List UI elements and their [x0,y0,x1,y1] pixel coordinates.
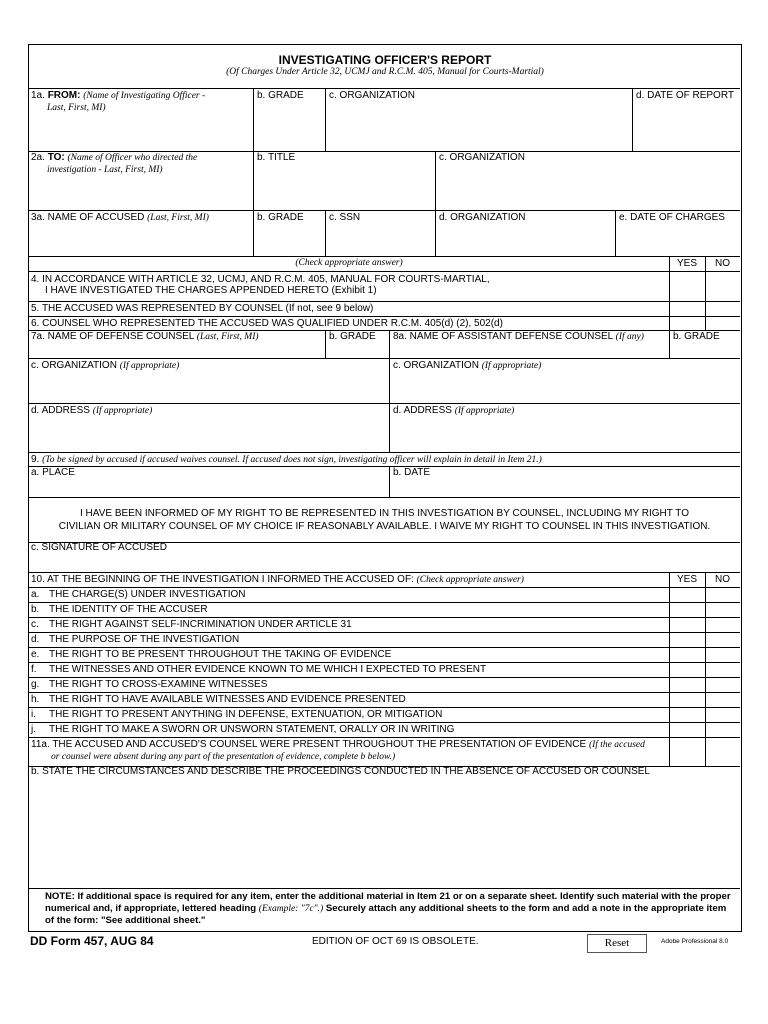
rights-item-yes-box[interactable] [669,603,705,617]
directing-organization-field[interactable]: c. ORGANIZATION [439,152,525,163]
ssn-field[interactable]: c. SSN [329,212,361,223]
rights-item-yes-box[interactable] [669,663,705,677]
rights-item-letter: a. [31,589,40,600]
form-number: DD Form 457, AUG 84 [30,934,154,948]
rule [435,151,436,256]
item-4: 4. IN ACCORDANCE WITH ARTICLE 32, UCMJ, AND R.C.M. 405, MANUAL FOR COURTS-MARTIAL, I HAVE INVESTIGATED THE CHARGES APPENDED HERETO (Exhibit 1) [31,274,490,296]
place-field[interactable]: a. PLACE [31,467,75,478]
form-title: INVESTIGATING OFFICER'S REPORT [278,53,492,67]
rights-item-no-box[interactable] [705,708,740,722]
edition-notice: EDITION OF OCT 69 IS OBSOLETE. [312,936,479,947]
rights-item-yes-box[interactable] [669,633,705,647]
rule [325,330,326,358]
rule [29,888,740,889]
rights-item-letter: h. [31,694,40,705]
date-field[interactable]: b. DATE [393,467,431,478]
rights-item-letter: d. [31,634,40,645]
item-4-no-box[interactable] [705,272,740,301]
defense-counsel-grade-field[interactable]: b. GRADE [329,331,376,342]
rights-item-letter: f. [31,664,37,675]
rights-item-yes-box[interactable] [669,588,705,602]
defense-counsel-organization-field[interactable]: c. ORGANIZATION (If appropriate) [31,360,180,371]
item-11a: 11a. THE ACCUSED AND ACCUSED'S COUNSEL WERE PRESENT THROUGHOUT THE PRESENTATION OF EVIDENCE (If the accused or counsel were absent during any part of the presentation of evidence, complete b below.) [31,739,645,762]
no-header: NO [715,574,730,585]
rule [389,466,390,497]
rights-item-text: THE RIGHT AGAINST SELF-INCRIMINATION UNDER ARTICLE 31 [49,619,352,630]
assistant-counsel-grade-field[interactable]: b. GRADE [673,331,720,342]
rights-item-letter: i. [31,709,36,720]
rights-item-text: THE PURPOSE OF THE INVESTIGATION [49,634,240,645]
item-5-no-box[interactable] [705,302,740,316]
rights-item-letter: j. [31,724,36,735]
form-subtitle: (Of Charges Under Article 32, UCMJ and R.C.M. 405, Manual for Courts-Martial) [226,67,544,77]
item-11a-no-box[interactable] [705,738,740,766]
date-of-report-field[interactable]: d. DATE OF REPORT [636,90,734,101]
rights-item-no-box[interactable] [705,603,740,617]
rights-item-text: THE RIGHT TO MAKE A SWORN OR UNSWORN STATEMENT, ORALLY OR IN WRITING [49,724,455,735]
rights-item-text: THE IDENTITY OF THE ACCUSER [49,604,208,615]
item-5: 5. THE ACCUSED WAS REPRESENTED BY COUNSEL (If not, see 9 below) [31,303,374,314]
rights-item-text: THE RIGHT TO CROSS-EXAMINE WITNESSES [49,679,268,690]
rule [325,88,326,151]
rights-item-no-box[interactable] [705,618,740,632]
rule [389,330,390,452]
item-6-no-box[interactable] [705,317,740,330]
counsel-waiver-statement: I HAVE BEEN INFORMED OF MY RIGHT TO BE REPRESENTED IN THIS INVESTIGATION BY COUNSEL, INCLUDING MY RIGHT TO CIVILIAN OR MILITARY COUNSEL OF MY CHOICE IF REASONABLY AVAILABLE. I WAIVE MY RIGHT TO COUNSEL IN THIS INVESTIGATION. [58,508,711,532]
rights-item-no-box[interactable] [705,648,740,662]
item-10: 10. AT THE BEGINNING OF THE INVESTIGATION I INFORMED THE ACCUSED OF: (Check appropriate answer) [31,574,524,585]
reset-button[interactable]: Reset [587,934,647,953]
item-6: 6. COUNSEL WHO REPRESENTED THE ACCUSED WAS QUALIFIED UNDER R.C.M. 405(d) (2), 502(d) [31,318,503,329]
rights-item-no-box[interactable] [705,693,740,707]
rights-item-yes-box[interactable] [669,648,705,662]
item-11a-yes-box[interactable] [669,738,705,766]
item-9: 9. (To be signed by accused if accused waives counsel. If accused does not sign, investigating officer will explain in detail in Item 21.) [31,454,542,465]
assistant-counsel-organization-field[interactable]: c. ORGANIZATION (If appropriate) [393,360,542,371]
investigating-officer-report-form [28,44,742,932]
yes-header: YES [676,574,697,585]
rule [615,210,616,256]
rights-item-no-box[interactable] [705,678,740,692]
rights-item-text: THE RIGHT TO PRESENT ANYTHING IN DEFENSE, EXTENUATION, OR MITIGATION [49,709,443,720]
date-of-charges-field[interactable]: e. DATE OF CHARGES [619,212,725,223]
rights-item-yes-box[interactable] [669,708,705,722]
rights-item-letter: b. [31,604,40,615]
rule [632,88,633,151]
name-of-accused-field[interactable]: 3a. NAME OF ACCUSED (Last, First, MI) [31,212,209,223]
assistant-counsel-address-field[interactable]: d. ADDRESS (If appropriate) [393,405,515,416]
rights-item-text: THE CHARGE(S) UNDER INVESTIGATION [49,589,246,600]
rights-item-no-box[interactable] [705,633,740,647]
check-hint: (Check appropriate answer) [295,258,403,268]
accused-grade-field[interactable]: b. GRADE [257,212,304,223]
rule [325,210,326,256]
rights-item-yes-box[interactable] [669,723,705,737]
no-header: NO [715,258,730,269]
rights-item-yes-box[interactable] [669,618,705,632]
rule [253,88,254,256]
rights-item-yes-box[interactable] [669,693,705,707]
item-11b-field[interactable]: b. STATE THE CIRCUMSTANCES AND DESCRIBE THE PROCEEDINGS CONDUCTED IN THE ABSENCE OF ACCUSED OR COUNSEL [31,766,650,777]
rights-item-no-box[interactable] [705,663,740,677]
item-5-yes-box[interactable] [669,302,705,316]
rights-item-letter: c. [31,619,39,630]
rule [29,497,740,498]
rights-item-letter: g. [31,679,40,690]
assistant-defense-counsel-name-field[interactable]: 8a. NAME OF ASSISTANT DEFENSE COUNSEL (If any) [393,331,644,342]
software-version: Adobe Professional 8.0 [661,938,729,945]
defense-counsel-name-field[interactable]: 7a. NAME OF DEFENSE COUNSEL (Last, First, MI) [31,331,259,342]
from-field[interactable]: 1a. FROM: (Name of Investigating Officer - Last, First, MI) [31,90,206,113]
accused-organization-field[interactable]: d. ORGANIZATION [439,212,526,223]
item-6-yes-box[interactable] [669,317,705,330]
form-note: NOTE: If additional space is required for any item, enter the additional material in Item 21 or on a separate sheet. Identify such material with the proper numerical and, if appropriate, lettered heading (Example: "7c".) Securely attach any additional sheets to the form and add a note in the appropriate item of the form: "See additional sheet." [45,891,731,926]
grade-field[interactable]: b. GRADE [257,90,304,101]
item-4-yes-box[interactable] [669,272,705,301]
rights-item-yes-box[interactable] [669,678,705,692]
to-field[interactable]: 2a. TO: (Name of Officer who directed the investigation - Last, First, MI) [31,152,198,175]
rights-item-letter: e. [31,649,40,660]
rights-item-no-box[interactable] [705,588,740,602]
rule [669,330,670,358]
defense-counsel-address-field[interactable]: d. ADDRESS (If appropriate) [31,405,153,416]
title-field[interactable]: b. TITLE [257,152,296,163]
yes-header: YES [676,258,697,269]
rights-item-text: THE RIGHT TO HAVE AVAILABLE WITNESSES AND EVIDENCE PRESENTED [49,694,406,705]
rights-item-text: THE WITNESSES AND OTHER EVIDENCE KNOWN TO ME WHICH I EXPECTED TO PRESENT [49,664,487,675]
rights-item-text: THE RIGHT TO BE PRESENT THROUGHOUT THE TAKING OF EVIDENCE [49,649,392,660]
rights-item-no-box[interactable] [705,723,740,737]
rule [29,271,740,272]
organization-field[interactable]: c. ORGANIZATION [329,90,415,101]
signature-of-accused-field[interactable]: c. SIGNATURE OF ACCUSED [31,542,167,553]
